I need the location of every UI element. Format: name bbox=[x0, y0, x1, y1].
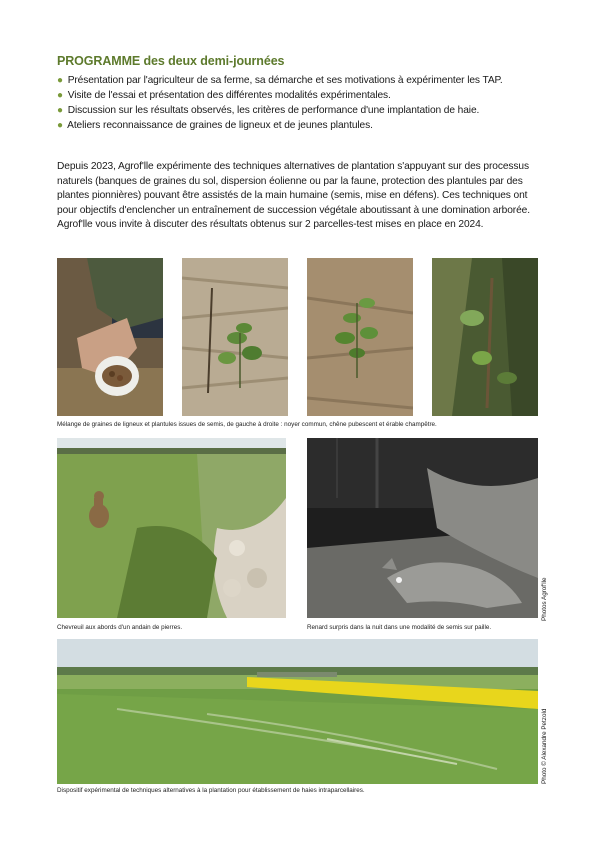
programme-title: PROGRAMME des deux demi-journées bbox=[57, 54, 285, 68]
bullet-dot-icon: ● bbox=[57, 105, 63, 116]
oak-seedling-photo bbox=[307, 258, 413, 416]
seeds-in-hand-photo bbox=[57, 258, 163, 416]
walnut-seedling-photo bbox=[182, 258, 288, 416]
fox-photo bbox=[307, 438, 538, 618]
bullet-dot-icon: ● bbox=[57, 75, 63, 86]
programme-item-text: Discussion sur les résultats observés, les critères de performance d'une implantation de haie. bbox=[67, 105, 480, 116]
programme-item bbox=[57, 118, 503, 133]
bullet-dot-icon: ● bbox=[57, 90, 63, 101]
programme-item bbox=[57, 103, 503, 118]
programme-item-text: Présentation par l'agriculteur de sa ferme, sa démarche et ses motivations à expérimenter les TAP. bbox=[67, 75, 503, 86]
experimental-field-photo bbox=[57, 639, 538, 784]
maple-seedling-photo bbox=[432, 258, 538, 416]
deer-caption: Chevreuil aux abords d'un andain de pierres. bbox=[57, 624, 183, 631]
seeds-caption: Mélange de graines de ligneux et plantules issues de semis, de gauche à droite : noyer commun, chêne pubescent et érable champêtre. bbox=[57, 421, 437, 428]
photos-agroflle-credit: Photos Agrof'lle bbox=[541, 577, 548, 621]
fox-caption: Renard surpris dans la nuit dans une modalité de semis sur paille. bbox=[307, 624, 492, 631]
programme-item bbox=[57, 88, 503, 103]
programme-item-text: Ateliers reconnaissance de graines de ligneux et de jeunes plantules. bbox=[67, 120, 373, 131]
programme-item-text: Visite de l'essai et présentation des différentes modalités expérimentales. bbox=[67, 90, 391, 101]
deer-photo bbox=[57, 438, 286, 618]
bullet-dot-icon: ● bbox=[57, 120, 63, 131]
programme-list bbox=[57, 73, 503, 133]
programme-item bbox=[57, 73, 503, 88]
intro-paragraph: Depuis 2023, Agrof'lle expérimente des techniques alternatives de plantation s'appuyant sur des processus naturels (banques de graines du sol, dispersion éolienne ou par la faune, protection des plantules par des plantes pionnières) pouvant être assistés de la main humaine (semis, mise en défens). Ces techniques ont pour objectifs d'enclencher un entraînement de succession végétale aboutissant à une domination arborée. Agrof'lle vous invite à discuter des résultats obtenus sur 2 parcelles-test mises en place en 2024. bbox=[57, 161, 530, 230]
photo-petzold-credit: Photo © Alexandre Petzold bbox=[541, 708, 548, 784]
field-caption: Dispositif expérimental de techniques alternatives à la plantation pour établissement de haies intraparcellaires. bbox=[57, 787, 365, 794]
